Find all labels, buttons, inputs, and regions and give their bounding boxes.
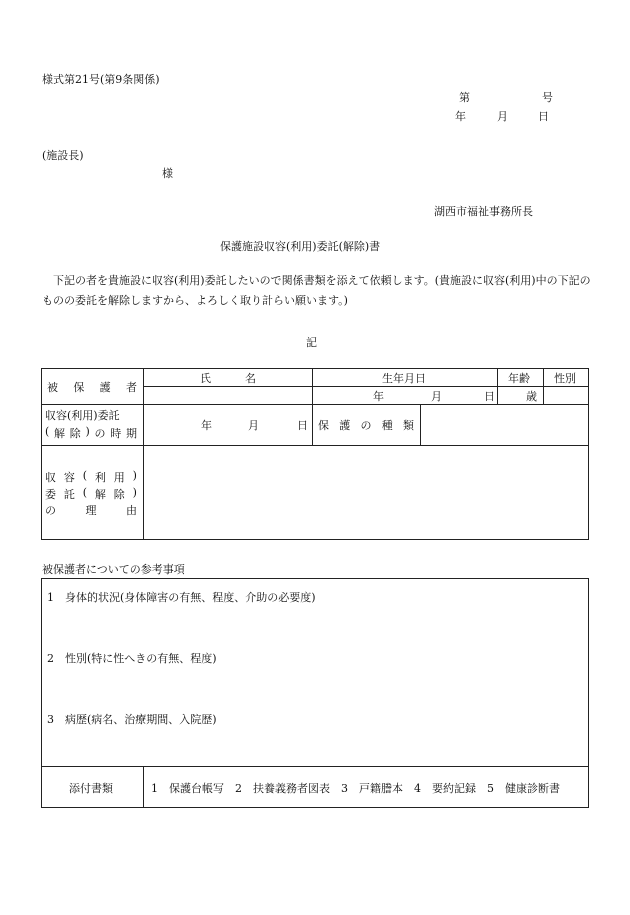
birth-year: 年 — [373, 390, 384, 403]
label-protected-person: 被 保 護 者 — [47, 381, 137, 394]
sender-name: 湖西市福祉事務所長 — [434, 205, 533, 218]
document-title: 保護施設収容(利用)委託(解除)書 — [220, 240, 381, 253]
body-text: 下記の者を貴施設に収容(利用)委託したいので関係書類を添えて依頼します。(貴施設に収容(利用)中の下記のものの委託を解除しますから、よろしく取り計らい願います。) — [42, 274, 591, 307]
date-year: 年 — [455, 110, 466, 123]
label-period-line1: 収容(利用)委託 — [45, 409, 120, 422]
age-unit: 歳 — [526, 390, 537, 403]
header-name: 氏 名 — [200, 372, 256, 385]
label-protection-kind: 保 護 の 種 類 — [318, 419, 414, 432]
date-month: 月 — [497, 110, 508, 123]
reference-item-1: 1 身体的状況(身体障害の有無、程度、介助の必要度) — [47, 591, 316, 604]
birth-month: 月 — [431, 390, 442, 403]
form-number: 様式第21号(第9条関係) — [42, 73, 160, 86]
reference-item-2: 2 性別(特に性へきの有無、程度) — [47, 652, 217, 665]
reference-title: 被保護者についての参考事項 — [42, 563, 185, 576]
label-reason-line1: 収 容 ( 利 用 ) — [45, 469, 137, 484]
reference-table — [41, 578, 589, 808]
birth-day: 日 — [484, 390, 495, 403]
date-day: 日 — [538, 110, 549, 123]
label-reason-line2: 委 託 ( 解 除 ) — [45, 486, 137, 501]
period-year: 年 — [201, 419, 212, 432]
ki-label: 記 — [306, 336, 317, 349]
header-age: 年齢 — [508, 372, 530, 385]
period-month: 月 — [248, 419, 259, 432]
header-birthdate: 生年月日 — [382, 372, 426, 385]
label-reason-line3: の 理 由 — [45, 504, 137, 517]
header-sex: 性別 — [554, 372, 576, 385]
number-suffix: 号 — [542, 91, 553, 104]
label-period-line2: ( 解 除 ) の 時 期 — [45, 425, 137, 440]
attachments-label: 添付書類 — [69, 782, 113, 795]
attachments-list: 1 保護台帳写 2 扶養義務者図表 3 戸籍謄本 4 要約記録 5 健康診断書 — [151, 782, 560, 795]
addressee-honorific: 様 — [162, 167, 173, 180]
addressee-title: (施設長) — [42, 149, 84, 162]
period-day: 日 — [297, 419, 308, 432]
number-prefix: 第 — [459, 91, 470, 104]
reference-item-3: 3 病歴(病名、治療期間、入院歴) — [47, 713, 217, 726]
